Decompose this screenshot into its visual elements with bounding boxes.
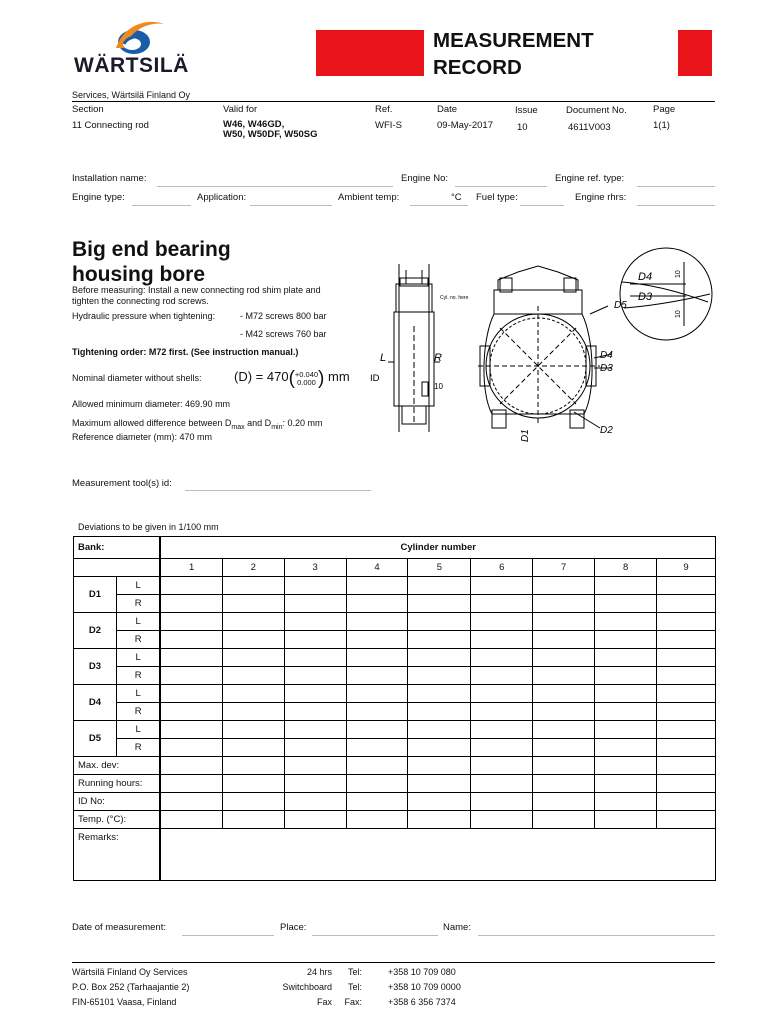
measurement-cell[interactable]	[533, 577, 595, 595]
side-label: L	[116, 577, 160, 595]
drawing-label-R: R	[434, 352, 442, 364]
measurement-cell[interactable]	[346, 667, 408, 685]
extra-row-cell[interactable]	[160, 793, 222, 811]
measurement-cell[interactable]	[160, 739, 222, 757]
extra-row-cell[interactable]	[160, 811, 222, 829]
nominal-formula: (D) = 470( +0.040 0.000 ) mm	[234, 368, 350, 389]
value-issue: 10	[517, 122, 528, 133]
measurement-cell[interactable]	[284, 703, 346, 721]
extra-row-label: ID No:	[74, 793, 161, 811]
footer	[72, 967, 715, 1017]
extra-row-cell[interactable]	[595, 775, 657, 793]
footer-address-line: FIN-65101 Vaasa, Finland	[72, 997, 177, 1007]
engine-ref-type-input[interactable]	[637, 186, 715, 187]
extra-row-cell[interactable]	[222, 775, 284, 793]
measurement-cell[interactable]	[657, 631, 716, 649]
extra-row-cell[interactable]	[533, 811, 595, 829]
max-diff-text: Maximum allowed difference between D	[72, 418, 232, 428]
extra-row-cell[interactable]	[160, 757, 222, 775]
measurement-cell[interactable]	[595, 685, 657, 703]
measurement-cell[interactable]	[657, 613, 716, 631]
label-place: Place:	[280, 922, 307, 933]
installation-name-input[interactable]	[157, 186, 393, 187]
table-row	[74, 631, 716, 649]
formula-d: (D) = 470	[234, 369, 289, 384]
extra-row-cell[interactable]	[284, 775, 346, 793]
label-fuel-type: Fuel type:	[476, 192, 518, 203]
measurement-cell[interactable]	[533, 685, 595, 703]
ambient-temp-input[interactable]	[410, 205, 468, 206]
measurement-cell[interactable]	[284, 739, 346, 757]
engine-rhrs-input[interactable]	[637, 205, 715, 206]
extra-row-cell[interactable]	[346, 757, 408, 775]
measurement-cell[interactable]	[284, 577, 346, 595]
max-difference	[72, 418, 322, 431]
diameter-label: D4	[74, 685, 117, 721]
measurement-cell[interactable]	[408, 649, 471, 667]
cylinder-header-8: 8	[595, 559, 657, 577]
measurement-cell[interactable]	[284, 631, 346, 649]
measurement-cell[interactable]	[657, 739, 716, 757]
table-row	[74, 775, 716, 793]
remarks-label: Remarks:	[74, 829, 161, 881]
measurement-cell[interactable]	[471, 577, 533, 595]
footer-address-line: Wärtsilä Finland Oy Services	[72, 967, 188, 977]
record-title-line2: RECORD	[433, 56, 522, 79]
measurement-cell[interactable]	[160, 649, 222, 667]
table-row	[74, 667, 716, 685]
footer-divider	[72, 962, 715, 963]
measurement-cell[interactable]	[222, 631, 284, 649]
measurement-cell[interactable]	[222, 703, 284, 721]
drawing-label-ID: ID	[370, 373, 380, 384]
footer-contact-type-item: Switchboard	[282, 982, 332, 992]
extra-row-cell[interactable]	[346, 775, 408, 793]
side-label: R	[116, 631, 160, 649]
measurement-cell[interactable]	[346, 703, 408, 721]
place-input[interactable]	[312, 935, 438, 936]
extra-row-cell[interactable]	[533, 793, 595, 811]
extra-row-cell[interactable]	[657, 757, 716, 775]
measurement-cell[interactable]	[595, 667, 657, 685]
nominal-label: Nominal diameter without shells:	[72, 373, 202, 383]
and-d: and D	[244, 418, 272, 428]
measurement-cell[interactable]	[533, 631, 595, 649]
extra-row-label: Temp. (°C):	[74, 811, 161, 829]
red-bar-left	[316, 30, 424, 76]
measurement-cell[interactable]	[657, 667, 716, 685]
measurement-cell[interactable]	[346, 595, 408, 613]
extra-row-cell[interactable]	[284, 757, 346, 775]
section-title-line2: housing bore	[72, 263, 205, 286]
sub-min: min	[271, 423, 283, 431]
measurement-cell[interactable]	[160, 631, 222, 649]
drawing-label-D2: D2	[600, 425, 613, 436]
measurement-cell[interactable]	[657, 721, 716, 739]
front-view-drawing	[478, 266, 612, 428]
measurement-cell[interactable]	[408, 739, 471, 757]
remarks-input[interactable]	[160, 829, 715, 881]
measurement-cell[interactable]	[346, 739, 408, 757]
extra-row-cell[interactable]	[471, 757, 533, 775]
cylinder-header-2: 2	[222, 559, 284, 577]
footer-contact-type-item: Fax	[316, 997, 332, 1007]
measurement-cell[interactable]	[222, 739, 284, 757]
company-logo	[72, 14, 189, 78]
diameter-label: D2	[74, 613, 117, 649]
extra-row-cell[interactable]	[533, 775, 595, 793]
cylinder-header-1: 1	[160, 559, 222, 577]
side-label: R	[116, 595, 160, 613]
measurement-cell[interactable]	[408, 631, 471, 649]
extra-rows	[74, 757, 716, 829]
extra-row-cell[interactable]	[657, 793, 716, 811]
footer-contact-label	[338, 967, 362, 1012]
measurement-cell[interactable]	[346, 631, 408, 649]
footer-contact-number	[388, 967, 461, 1012]
measurement-cell[interactable]	[471, 739, 533, 757]
section-title-line1: Big end bearing	[72, 238, 231, 261]
header-divider	[72, 101, 715, 102]
application-input[interactable]	[250, 205, 332, 206]
measurement-cell[interactable]	[222, 721, 284, 739]
measurement-cell[interactable]	[533, 721, 595, 739]
before-measuring-1: Before measuring: Install a new connecting rod shim plate and	[72, 285, 321, 295]
measurement-table	[73, 536, 716, 881]
drawing-label-ten-top: 10	[675, 270, 682, 278]
measurement-cell[interactable]	[533, 703, 595, 721]
measurement-cell[interactable]	[533, 667, 595, 685]
date-of-measurement-input[interactable]	[182, 935, 274, 936]
measurement-cell[interactable]	[160, 595, 222, 613]
drawing-label-D1: D1	[520, 429, 531, 442]
drawing-label-D4-front: D4	[600, 350, 613, 361]
value-valid-for-1: W46, W46GD,	[223, 119, 285, 130]
value-doc-no: 4611V003	[568, 122, 611, 133]
side-label: L	[116, 685, 160, 703]
footer-address-line: P.O. Box 252 (Tarhaajantie 2)	[72, 982, 190, 992]
measurement-cell[interactable]	[160, 667, 222, 685]
label-deg-c: °C	[451, 192, 462, 203]
drawing-label-D5: D5	[614, 300, 627, 311]
measurement-cell[interactable]	[222, 577, 284, 595]
measurement-cell[interactable]	[222, 649, 284, 667]
label-issue: Issue	[515, 105, 538, 116]
red-bar-right	[678, 30, 712, 76]
footer-contact-type	[272, 967, 332, 1012]
cylinder-number-header: Cylinder number	[160, 537, 715, 559]
measurement-cell[interactable]	[284, 649, 346, 667]
measurement-cell[interactable]	[408, 721, 471, 739]
drawing-label-cyl: Cyl. no. here	[440, 295, 469, 301]
drawing-label-D3-front: D3	[600, 363, 613, 374]
extra-row-label: Max. dev:	[74, 757, 161, 775]
measurement-cell[interactable]	[222, 613, 284, 631]
measurement-cell[interactable]	[284, 613, 346, 631]
cylinder-header-9: 9	[657, 559, 716, 577]
value-ref: WFI-S	[375, 120, 402, 131]
measurement-cell[interactable]	[471, 649, 533, 667]
extra-row-cell[interactable]	[408, 775, 471, 793]
footer-address	[72, 967, 189, 1012]
bearing-drawing	[368, 242, 718, 447]
measurement-cell[interactable]	[471, 595, 533, 613]
extra-row-cell[interactable]	[222, 757, 284, 775]
table-row	[74, 595, 716, 613]
sub-max: max	[231, 423, 245, 431]
measurement-cell[interactable]	[408, 613, 471, 631]
subtitle: Services, Wärtsilä Finland Oy	[72, 90, 191, 100]
extra-row-cell[interactable]	[346, 811, 408, 829]
extra-row-cell[interactable]	[160, 775, 222, 793]
measurement-cell[interactable]	[408, 667, 471, 685]
measurement-cell[interactable]	[595, 739, 657, 757]
measurement-cell[interactable]	[471, 703, 533, 721]
label-name: Name:	[443, 922, 471, 933]
value-valid-for-2: W50, W50DF, W50SG	[223, 129, 318, 140]
formula-mm: mm	[328, 369, 350, 384]
side-label: R	[116, 667, 160, 685]
diameter-rows	[74, 577, 716, 757]
extra-row-cell[interactable]	[408, 811, 471, 829]
extra-row-cell[interactable]	[533, 757, 595, 775]
fuel-type-input[interactable]	[520, 205, 564, 206]
extra-row-cell[interactable]	[222, 793, 284, 811]
bank-label: Bank:	[74, 537, 161, 559]
measurement-cell[interactable]	[533, 739, 595, 757]
measurement-cell[interactable]	[346, 649, 408, 667]
extra-row-cell[interactable]	[284, 793, 346, 811]
measurement-cell[interactable]	[346, 721, 408, 739]
label-section: Section	[72, 104, 104, 115]
cylinder-header-3: 3	[284, 559, 346, 577]
before-measuring-2: tighten the connecting rod screws.	[72, 296, 209, 306]
tightening-order: Tightening order: M72 first. (See instruction manual.)	[72, 347, 299, 357]
deviations-note: Deviations to be given in 1/100 mm	[78, 522, 219, 532]
record-title	[433, 27, 594, 81]
table-row	[74, 811, 716, 829]
drawing-label-D4-detail: D4	[638, 271, 653, 283]
measurement-cell[interactable]	[408, 577, 471, 595]
company-name: WÄRTSILÄ	[74, 54, 189, 77]
logo-swirl-icon	[72, 14, 182, 58]
measurement-cell[interactable]	[160, 703, 222, 721]
cylinder-header-4: 4	[346, 559, 408, 577]
measurement-cell[interactable]	[533, 613, 595, 631]
label-page: Page	[653, 104, 676, 115]
measurement-cell[interactable]	[595, 649, 657, 667]
measurement-cell[interactable]	[160, 577, 222, 595]
measurement-cell[interactable]	[160, 685, 222, 703]
footer-contact-number-item: +358 6 356 7374	[388, 997, 456, 1007]
measurement-cell[interactable]	[471, 613, 533, 631]
label-valid-for: Valid for	[223, 104, 258, 115]
measurement-cell[interactable]	[346, 613, 408, 631]
measurement-cell[interactable]	[222, 595, 284, 613]
measurement-cell[interactable]	[408, 595, 471, 613]
drawing-label-D3-detail: D3	[638, 291, 653, 303]
cylinder-header-6: 6	[471, 559, 533, 577]
measurement-cell[interactable]	[657, 703, 716, 721]
side-view-drawing	[388, 264, 440, 432]
measurement-cell[interactable]	[657, 595, 716, 613]
table-row	[74, 703, 716, 721]
extra-row-cell[interactable]	[595, 811, 657, 829]
footer-contact-label-item: Fax:	[344, 997, 362, 1007]
side-label: L	[116, 613, 160, 631]
measurement-cell[interactable]	[657, 577, 716, 595]
table-row	[74, 685, 716, 703]
measurement-cell[interactable]	[471, 631, 533, 649]
extra-row-cell[interactable]	[471, 811, 533, 829]
measurement-cell[interactable]	[408, 685, 471, 703]
measurement-cell[interactable]	[284, 667, 346, 685]
measurement-cell[interactable]	[471, 685, 533, 703]
reference-diameter: Reference diameter (mm): 470 mm	[72, 432, 213, 442]
tolerance-lower: 0.000	[297, 378, 316, 387]
extra-row-cell[interactable]	[471, 775, 533, 793]
allowed-min: Allowed minimum diameter: 469.90 mm	[72, 399, 231, 409]
m42-pressure: - M42 screws 760 bar	[240, 329, 327, 339]
measurement-cell[interactable]	[284, 685, 346, 703]
extra-row-label: Running hours:	[74, 775, 161, 793]
table-row	[74, 757, 716, 775]
diameter-label: D5	[74, 721, 117, 757]
value-date: 09-May-2017	[437, 120, 493, 131]
label-date: Date	[437, 104, 458, 115]
table-row	[74, 649, 716, 667]
drawing-label-ten-bottom: 10	[675, 310, 682, 318]
footer-contact-number-item: +358 10 709 0000	[388, 982, 461, 992]
side-label: L	[116, 721, 160, 739]
extra-row-cell[interactable]	[595, 757, 657, 775]
cylinder-header-7: 7	[533, 559, 595, 577]
label-ref: Ref.	[375, 104, 393, 115]
extra-row-cell[interactable]	[284, 811, 346, 829]
extra-row-cell[interactable]	[595, 793, 657, 811]
measurement-cell[interactable]	[595, 703, 657, 721]
measurement-cell[interactable]	[222, 667, 284, 685]
measurement-cell[interactable]	[346, 577, 408, 595]
side-label: R	[116, 703, 160, 721]
measurement-cell[interactable]	[595, 631, 657, 649]
label-application: Application:	[197, 192, 247, 203]
extra-row-cell[interactable]	[408, 793, 471, 811]
extra-row-cell[interactable]	[657, 811, 716, 829]
label-tool-id: Measurement tool(s) id:	[72, 478, 172, 489]
drawing-label-L: L	[380, 352, 387, 364]
engine-type-input[interactable]	[132, 205, 191, 206]
measurement-cell[interactable]	[533, 649, 595, 667]
measurement-cell[interactable]	[595, 721, 657, 739]
cylinder-header-row	[74, 559, 716, 577]
table-row	[74, 793, 716, 811]
measurement-cell[interactable]	[471, 667, 533, 685]
measurement-cell[interactable]	[595, 595, 657, 613]
record-title-line1: MEASUREMENT	[433, 29, 594, 52]
cylinder-header-5: 5	[408, 559, 471, 577]
measurement-cell[interactable]	[471, 721, 533, 739]
measurement-cell[interactable]	[284, 721, 346, 739]
footer-contact-label-item: Tel:	[347, 967, 362, 977]
hydraulic-label: Hydraulic pressure when tightening:	[72, 311, 216, 321]
measurement-cell[interactable]	[284, 595, 346, 613]
measurement-cell[interactable]	[160, 613, 222, 631]
label-engine-ref-type: Engine ref. type:	[555, 173, 625, 184]
measurement-cell[interactable]	[222, 685, 284, 703]
measurement-cell[interactable]	[533, 595, 595, 613]
extra-row-cell[interactable]	[408, 757, 471, 775]
label-ambient-temp: Ambient temp:	[338, 192, 400, 203]
drawing-label-ten: 10	[434, 382, 443, 391]
measurement-cell[interactable]	[346, 685, 408, 703]
footer-contact-label-item: Tel:	[347, 982, 362, 992]
label-engine-no: Engine No:	[401, 173, 449, 184]
label-installation-name: Installation name:	[72, 173, 147, 184]
value-section: 11 Connecting rod	[72, 120, 149, 131]
label-date-of-measurement: Date of measurement:	[72, 922, 166, 933]
extra-row-cell[interactable]	[346, 793, 408, 811]
tool-id-input[interactable]	[185, 490, 371, 491]
table-row	[74, 721, 716, 739]
footer-contact-number-item: +358 10 709 080	[388, 967, 456, 977]
measurement-cell[interactable]	[595, 577, 657, 595]
label-doc-no: Document No.	[566, 105, 627, 116]
measurement-cell[interactable]	[657, 685, 716, 703]
extra-row-cell[interactable]	[471, 793, 533, 811]
label-engine-rhrs: Engine rhrs:	[575, 192, 627, 203]
table-row	[74, 613, 716, 631]
footer-contact-type-item: 24 hrs	[306, 967, 332, 977]
detail-circle-drawing	[620, 248, 712, 340]
measurement-cell[interactable]	[595, 613, 657, 631]
value-page: 1(1)	[653, 120, 670, 131]
table-row	[74, 577, 716, 595]
table-row	[74, 739, 716, 757]
measurement-cell[interactable]	[160, 721, 222, 739]
label-engine-type: Engine type:	[72, 192, 125, 203]
section-title	[72, 237, 231, 287]
side-label: R	[116, 739, 160, 757]
max-diff-post: : 0.20 mm	[282, 418, 323, 428]
side-label: L	[116, 649, 160, 667]
extra-row-cell[interactable]	[222, 811, 284, 829]
name-input[interactable]	[478, 935, 715, 936]
diameter-label: D1	[74, 577, 117, 613]
diameter-label: D3	[74, 649, 117, 685]
measurement-cell[interactable]	[657, 649, 716, 667]
engine-no-input[interactable]	[455, 186, 547, 187]
m72-pressure: - M72 screws 800 bar	[240, 311, 327, 321]
measurement-cell[interactable]	[408, 703, 471, 721]
tolerance-upper: +0.040	[294, 370, 319, 379]
extra-row-cell[interactable]	[657, 775, 716, 793]
